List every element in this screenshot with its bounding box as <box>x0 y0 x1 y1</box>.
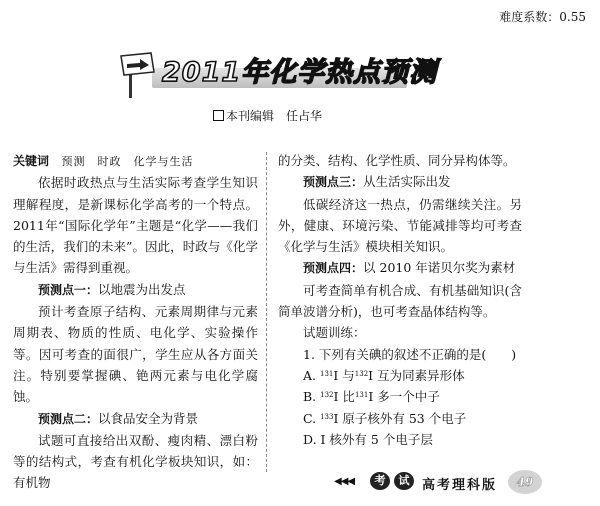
keywords-line <box>13 150 258 172</box>
byline <box>213 107 322 124</box>
difficulty-label: 难度系数：0.55 <box>499 10 586 24</box>
point4-title: 以 2010 年诺贝尔奖为素材 <box>363 260 516 276</box>
keywords-label: 关键词 <box>13 154 50 168</box>
option-d: D. I 核外有 5 个电子层 <box>303 431 433 447</box>
option-b <box>278 386 522 407</box>
point3-heading <box>278 171 522 193</box>
intro-paragraph: 依据时政热点与生活实际考查学生知识理解程度，是新课标化学高考的一个特点。2011年“国际化学年”主题是“化学——我们的生活，我们的未来”。因此，时政与《化学与生活》需得到重视。 <box>13 175 258 276</box>
point3-title: 从生活实际出发 <box>363 174 451 190</box>
question-1: 1. 下列有关碘的叙述不正确的是( ) <box>303 346 517 362</box>
point2-title: 以食品安全为背景 <box>98 410 199 426</box>
point4-label: 预测点四： <box>303 261 364 276</box>
option-a-mass2: 132 <box>354 369 369 378</box>
point2-paragraph: 试题可直接给出双酚、瘦肉精、漂白粉等的结构式，考查有机化学板块知识，如：有机物 <box>13 432 258 491</box>
point3-paragraph: 低碳经济这一热点，仍需继续关注。另外，健康、环境污染、节能减排等均可考查《化学与生活》模块相关知识。 <box>278 196 522 255</box>
footer-char-shi: 试 <box>394 472 414 490</box>
arrow-sign-icon <box>118 50 158 100</box>
option-b-mid: I 比 <box>333 389 355 405</box>
option-a-letter: A. <box>303 367 320 383</box>
footer-char-kao: 考 <box>370 472 390 490</box>
right-column <box>278 150 522 450</box>
point1-heading <box>13 279 258 301</box>
point2-label: 预测点二： <box>38 411 99 426</box>
point4-heading <box>278 257 522 279</box>
page-number: 49 <box>508 470 542 494</box>
point4-paragraph: 可考查简单有机合成、有机基础知识(含简单波谱分析)，也可考查晶体结构等。 <box>278 282 522 320</box>
byline-text: 本刊编辑 任占华 <box>226 109 323 123</box>
option-a <box>278 365 522 386</box>
point1-paragraph: 预计考查原子结构、元素周期律与元素周期表、物质的性质、电化学、实验操作等。因可考查的面很广，学生应从各方面关注。特别要掌握碘、铯两元素与电化学腐蚀。 <box>13 304 258 405</box>
option-b-letter: B. <box>303 389 321 405</box>
option-a-mass1: 131 <box>319 369 334 378</box>
option-c-text: I 原子核外有 53 个电子 <box>333 410 467 426</box>
continued-paragraph: 的分类、结构、化学性质、同分异构体等。 <box>278 153 516 168</box>
option-c <box>278 408 522 429</box>
option-a-mid: I 与 <box>333 367 355 383</box>
triple-arrow-icon: ◀◀◀ <box>334 476 355 487</box>
column-divider <box>266 152 267 472</box>
point3-label: 预测点三： <box>303 175 364 190</box>
option-c-letter: C. <box>303 410 321 426</box>
option-b-mass2: 131 <box>354 391 369 400</box>
option-b-text: I 多一个中子 <box>368 389 440 405</box>
point1-title: 以地震为出发点 <box>98 281 186 297</box>
option-a-text: I 互为同素异形体 <box>368 367 465 383</box>
option-b-mass1: 132 <box>320 391 334 400</box>
point2-heading <box>13 408 258 430</box>
exercise-title: 试题训练： <box>303 325 366 341</box>
magazine-name: 高考理科版 <box>422 478 498 493</box>
page-title: 2011年化学热点预测 <box>162 57 438 88</box>
option-c-mass: 133 <box>320 412 334 421</box>
point1-label: 预测点一： <box>38 282 99 297</box>
title-banner <box>118 50 438 100</box>
left-column <box>13 150 258 494</box>
keywords: 预测 时政 化学与生活 <box>61 155 194 168</box>
square-bullet-icon <box>213 110 224 121</box>
